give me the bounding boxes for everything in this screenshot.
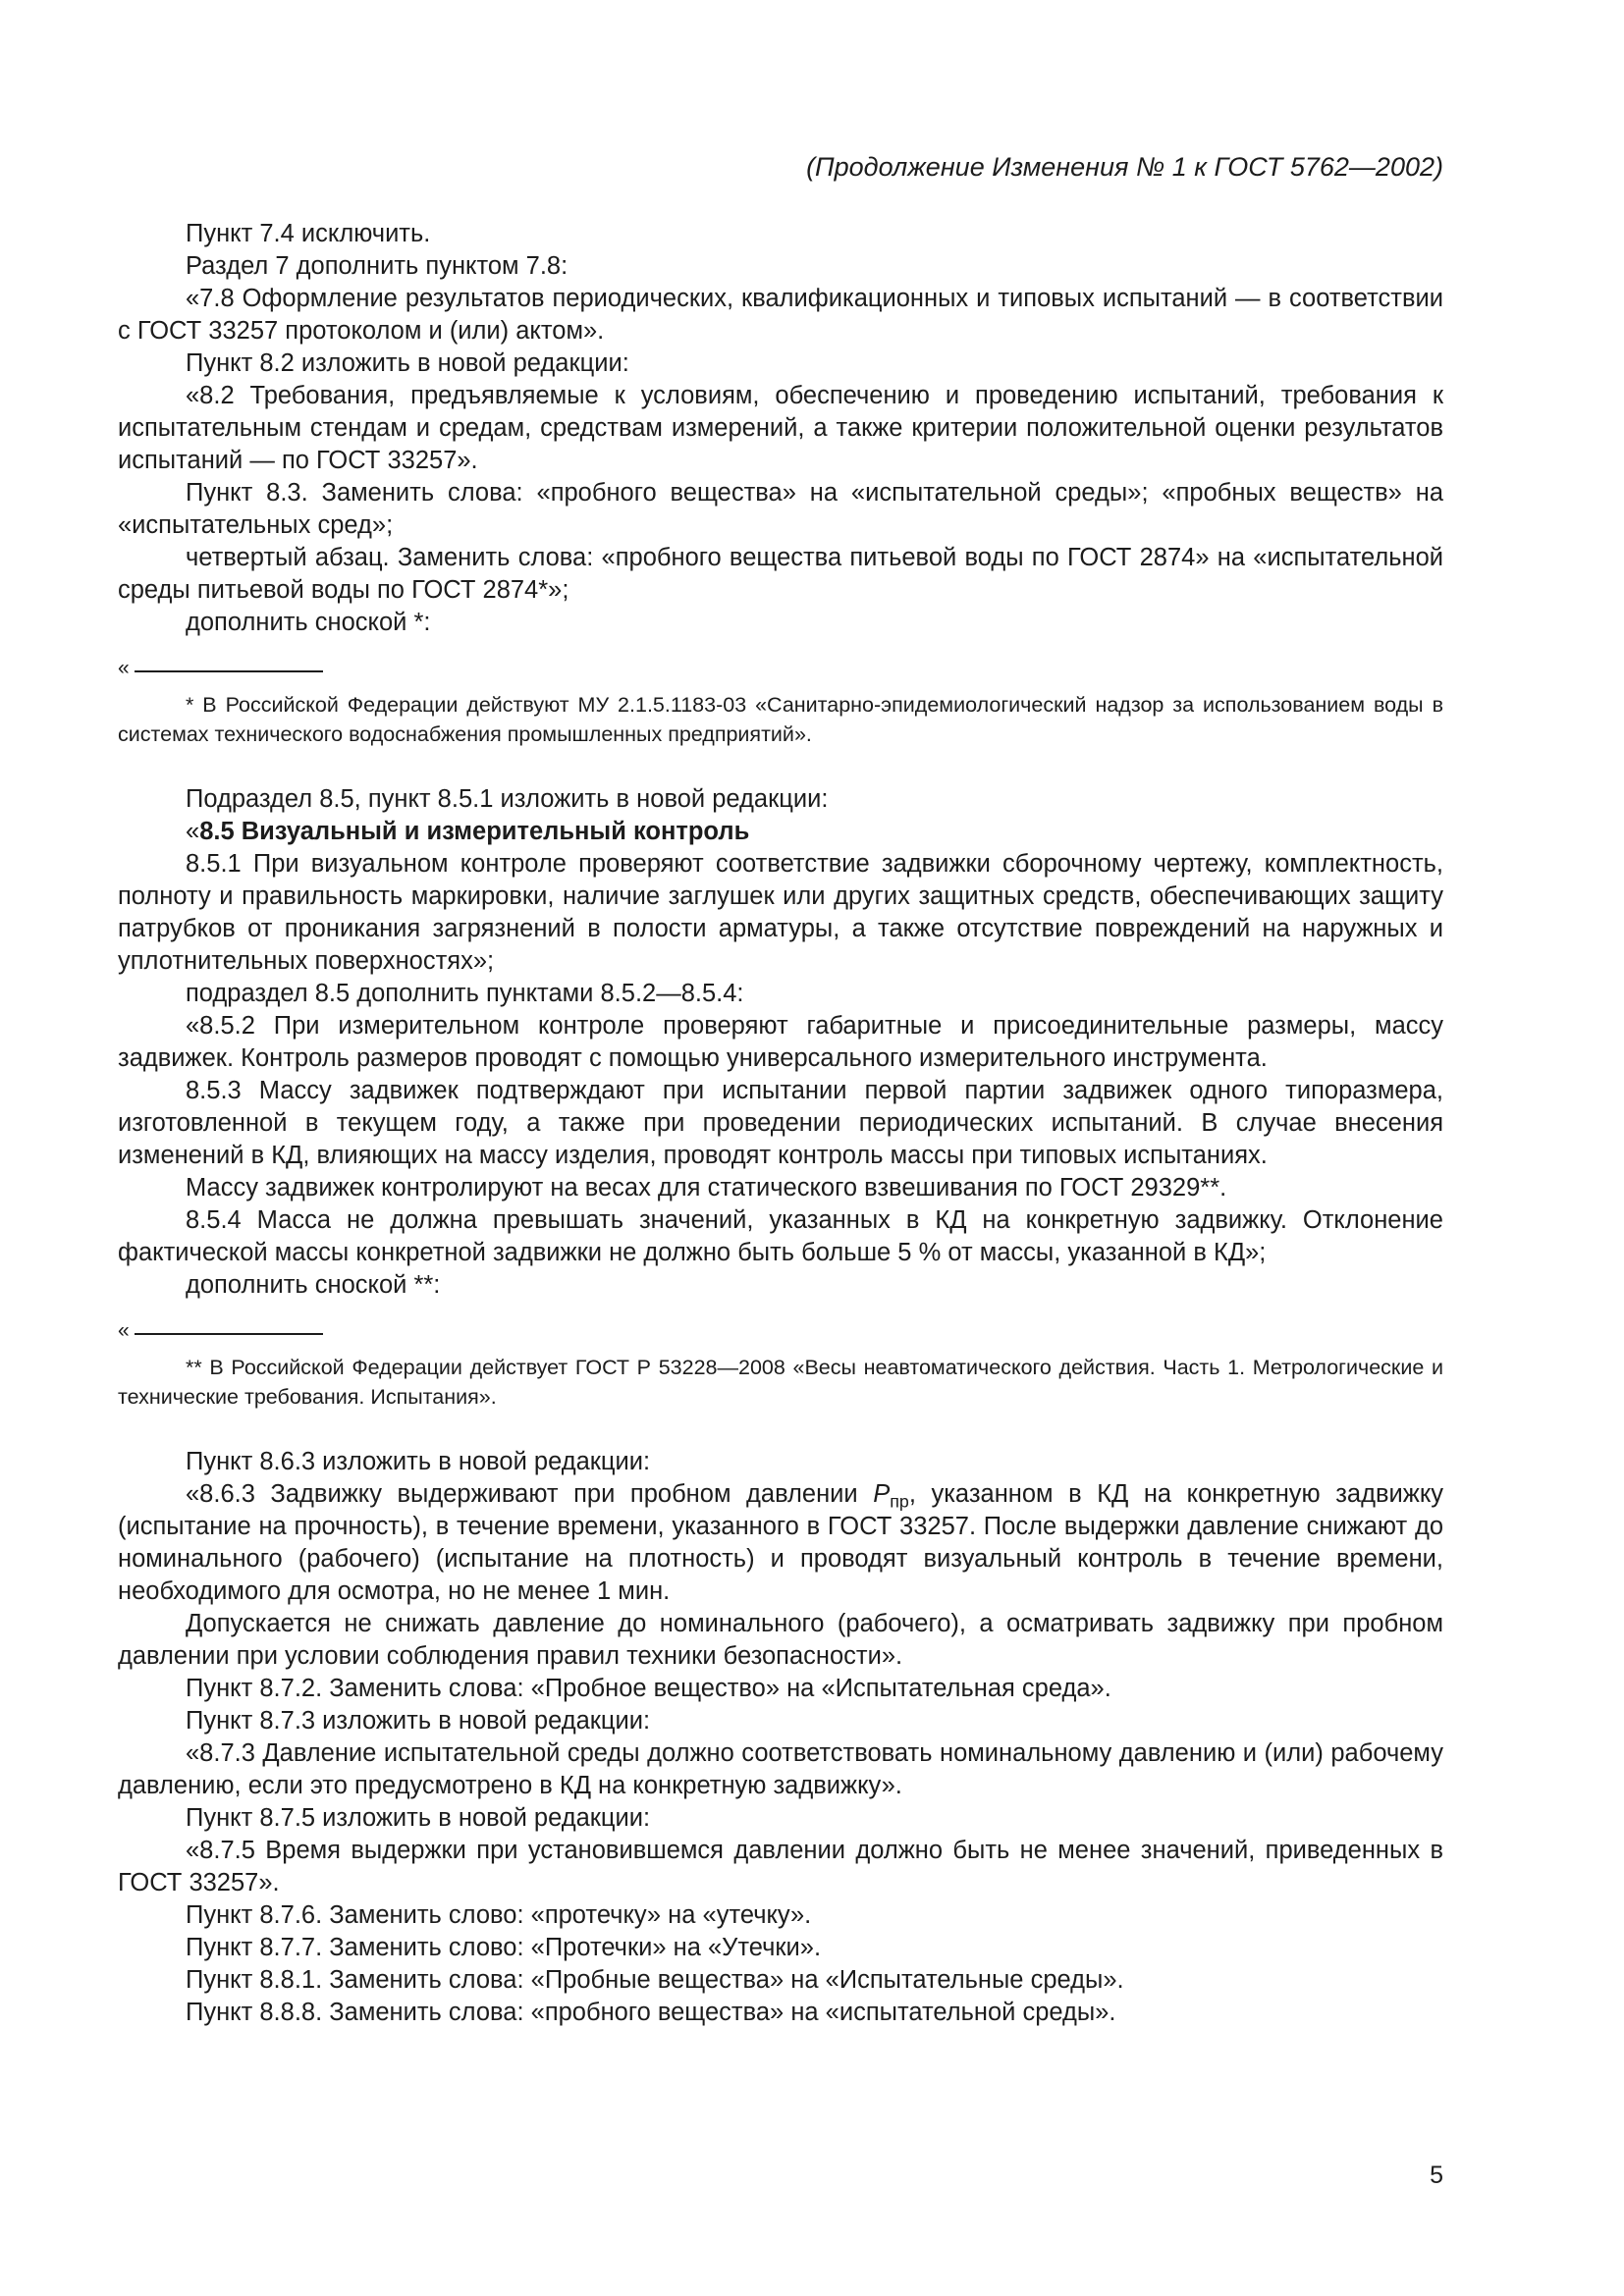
paragraph: подраздел 8.5 дополнить пунктами 8.5.2—8.5.4:: [186, 980, 744, 1007]
paragraph: Подраздел 8.5, пункт 8.5.1 изложить в новой редакции:: [186, 785, 829, 813]
paragraph: Пункт 8.3. Заменить слова: «пробного вещества» на «испытательной среды»; «пробных веществ» на «испытательных сред»;: [118, 479, 1443, 539]
text-run: , указанном в КД на конкретную задвижку (испытание на прочность), в течение времени, указанного в ГОСТ 33257. После выдержки давление снижают до номинального (рабочего) (испытание на плотность) и проводят визуальный контроль в течение времени, необходимого для осмотра, но не менее 1 мин.: [118, 1480, 1444, 1605]
paragraph: Пункт 8.8.1. Заменить слова: «Пробные вещества» на «Испытательные среды».: [186, 1966, 1124, 1994]
paragraph: четвертый абзац. Заменить слова: «пробного вещества питьевой воды по ГОСТ 2874» на «испытательной среды питьевой воды по ГОСТ 2874*»;: [118, 544, 1443, 604]
footnote-1: * В Российской Федерации действуют МУ 2.1.5.1183-03 «Санитарно-эпидемиологический надзор за использованием воды в системах технического водоснабжения промышленных предприятий».: [118, 693, 1443, 746]
pressure-subscript: пр: [890, 1491, 909, 1512]
footnote-quote-mark: «: [118, 657, 130, 679]
page-number: 5: [1430, 2162, 1443, 2189]
footnote-quote-mark: «: [118, 1319, 130, 1342]
pressure-variable: P: [873, 1480, 891, 1508]
paragraph: дополнить сноской *:: [186, 609, 431, 636]
paragraph: Раздел 7 дополнить пунктом 7.8:: [186, 252, 568, 280]
paragraph: «8.7.3 Давление испытательной среды должно соответствовать номинальному давлению и (или) рабочему давлению, если это предусмотрено в КД на конкретную задвижку».: [118, 1739, 1443, 1799]
paragraph: Пункт 8.6.3 изложить в новой редакции:: [186, 1448, 651, 1475]
footnote-rule-line: [135, 1333, 323, 1335]
paragraph: «7.8 Оформление результатов периодических, квалификационных и типовых испытаний — в соответствии с ГОСТ 33257 протоколом и (или) актом».: [118, 285, 1443, 345]
paragraph: 8.5.1 При визуальном контроле проверяют соответствие задвижки сборочному чертежу, комплектность, полноту и правильность маркировки, наличие заглушек или других защитных средств, обеспечивающих защиту патрубков от проникания загрязнений в полости арматуры, а также отсутствие повреждений на наружных и уплотнительных поверхностях»;: [118, 850, 1443, 975]
footnote-separator: [118, 657, 1443, 684]
paragraph: Пункт 8.7.2. Заменить слова: «Пробное вещество» на «Испытательная среда».: [186, 1675, 1111, 1702]
footnote-2: ** В Российской Федерации действует ГОСТ Р 53228—2008 «Весы неавтоматического действия. Часть 1. Метрологические и технические требования. Испытания».: [118, 1356, 1443, 1409]
footnote-separator: [118, 1319, 1443, 1347]
paragraph: [118, 1478, 1443, 1608]
paragraph: Массу задвижек контролируют на весах для статического взвешивания по ГОСТ 29329**.: [186, 1174, 1227, 1201]
paragraph: 8.5.3 Массу задвижек подтверждают при испытании первой партии задвижек одного типоразмера, изготовленной в текущем году, а также при проведении периодических испытаний. В случае внесения изменений в КД, влияющих на массу изделия, проводят контроль массы при типовых испытаниях.: [118, 1077, 1443, 1169]
paragraph: «8.7.5 Время выдержки при установившемся давлении должно быть не менее значений, приведенных в ГОСТ 33257».: [118, 1837, 1443, 1896]
paragraph: «8.5.2 При измерительном контроле проверяют габаритные и присоединительные размеры, массу задвижек. Контроль размеров проводят с помощью универсального измерительного инструмента.: [118, 1012, 1443, 1072]
section-heading: [118, 816, 1443, 848]
paragraph: Пункт 8.7.6. Заменить слово: «протечку» на «утечку».: [186, 1901, 812, 1929]
paragraph: Допускается не снижать давление до номинального (рабочего), а осматривать задвижку при пробном давлении при условии соблюдения правил техники безопасности».: [118, 1610, 1443, 1670]
paragraph: 8.5.4 Масса не должна превышать значений, указанных в КД на конкретную задвижку. Отклонение фактической массы конкретной задвижки не должно быть больше 5 % от массы, указанной в КД»;: [118, 1206, 1443, 1266]
page-header: (Продолжение Изменения № 1 к ГОСТ 5762—2002): [806, 152, 1443, 182]
paragraph: Пункт 8.7.7. Заменить слово: «Протечки» на «Утечки».: [186, 1934, 822, 1961]
paragraph: Пункт 8.7.5 изложить в новой редакции:: [186, 1804, 651, 1832]
paragraph: Пункт 8.7.3 изложить в новой редакции:: [186, 1707, 651, 1735]
footnote-rule-line: [135, 670, 323, 672]
paragraph: Пункт 8.8.8. Заменить слова: «пробного вещества» на «испытательной среды».: [186, 1999, 1116, 2026]
paragraph: Пункт 8.2 изложить в новой редакции:: [186, 349, 629, 377]
text-run: «8.6.3 Задвижку выдерживают при пробном давлении: [186, 1480, 874, 1508]
paragraph: дополнить сноской **:: [186, 1271, 441, 1299]
heading-quote-mark: «: [186, 818, 200, 845]
section-heading-text: 8.5 Визуальный и измерительный контроль: [199, 818, 750, 845]
paragraph: Пункт 7.4 исключить.: [186, 220, 431, 247]
paragraph: «8.2 Требования, предъявляемые к условиям, обеспечению и проведению испытаний, требования к испытательным стендам и средам, средствам измерений, а также критерии положительной оценки результатов испытаний — по ГОСТ 33257».: [118, 382, 1443, 474]
